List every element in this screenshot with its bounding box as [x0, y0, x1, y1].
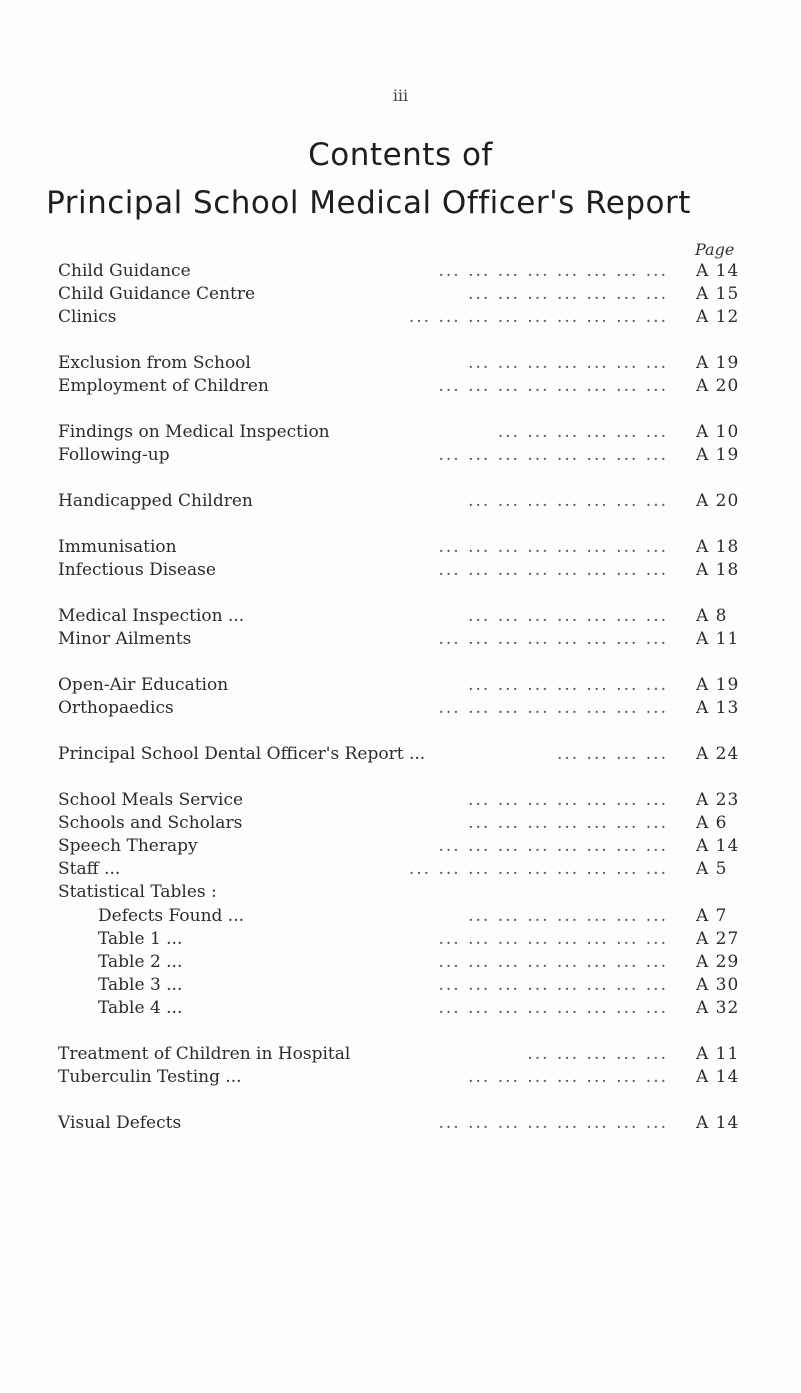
leader-dots: ... ... ... ... ... ... ...: [468, 491, 668, 511]
entry-label: Infectious Disease: [58, 560, 216, 580]
entry-label: Handicapped Children: [58, 491, 253, 511]
entry-page: A 14: [696, 1113, 740, 1133]
title-line-2: Principal School Medical Officer's Report: [46, 185, 691, 221]
title-line-1: Contents of: [308, 137, 493, 173]
entry-label: Exclusion from School: [58, 353, 251, 373]
entry-label: Minor Ailments: [58, 629, 192, 649]
entry-label: Principal School Dental Officer's Report ...: [58, 744, 426, 764]
leader-dots: ... ... ... ... ... ... ...: [468, 790, 668, 810]
toc-entry: [58, 536, 738, 558]
leader-dots: ... ... ... ... ... ... ... ...: [438, 975, 668, 995]
entry-page: A 27: [696, 929, 740, 949]
entry-page: A 13: [696, 698, 740, 718]
toc-entry: [58, 444, 738, 466]
toc-entry: [58, 628, 738, 650]
entry-page: A 19: [696, 675, 740, 695]
entry-page: A 10: [696, 422, 740, 442]
entry-page: A 19: [696, 353, 740, 373]
leader-dots: ... ... ... ... ... ... ... ...: [438, 376, 668, 396]
entry-page: A 7: [696, 906, 728, 926]
leader-dots: ... ... ... ... ... ... ...: [468, 353, 668, 373]
entry-page: A 11: [696, 629, 740, 649]
entry-label: Tuberculin Testing ...: [58, 1067, 242, 1087]
leader-dots: ... ... ... ... ... ... ...: [468, 284, 668, 304]
entry-label: Visual Defects: [58, 1113, 182, 1133]
toc-entry: [58, 858, 738, 880]
entry-label: Child Guidance Centre: [58, 284, 256, 304]
toc-entry: [58, 260, 738, 282]
toc-subentry: [58, 997, 738, 1019]
leader-dots: ... ... ... ... ... ... ... ...: [438, 629, 668, 649]
toc-entry: [58, 789, 738, 811]
leader-dots: ... ... ... ... ... ... ... ...: [438, 1113, 668, 1133]
entry-page: A 20: [696, 491, 740, 511]
entry-page: A 32: [696, 998, 740, 1018]
entry-page: A 30: [696, 975, 740, 995]
leader-dots: ... ... ... ... ... ... ...: [468, 1067, 668, 1087]
entry-label: Employment of Children: [58, 376, 269, 396]
leader-dots: ... ... ... ... ... ... ... ...: [438, 952, 668, 972]
entry-page: A 20: [696, 376, 740, 396]
entry-label: Table 2 ...: [98, 952, 183, 972]
entry-label: Speech Therapy: [58, 836, 198, 856]
entry-page: A 29: [696, 952, 740, 972]
toc-entry: [58, 490, 738, 512]
entry-label: Schools and Scholars: [58, 813, 243, 833]
leader-dots: ... ... ... ... ... ... ... ... ...: [408, 307, 668, 327]
toc-entry: [58, 1112, 738, 1134]
entry-page: A 15: [696, 284, 740, 304]
toc-entry: [58, 743, 738, 765]
leader-dots: ... ... ... ... ... ... ... ...: [438, 998, 668, 1018]
leader-dots: ... ... ... ... ...: [527, 1044, 668, 1064]
leader-dots: ... ... ... ... ... ... ... ...: [438, 929, 668, 949]
leader-dots: ... ... ... ... ... ... ...: [468, 606, 668, 626]
entry-label: School Meals Service: [58, 790, 244, 810]
entry-page: A 24: [696, 744, 740, 764]
leader-dots: ... ... ... ... ... ... ... ...: [438, 560, 668, 580]
leader-dots: ... ... ... ... ... ... ... ...: [438, 445, 668, 465]
toc-entry-group-heading: [58, 881, 738, 903]
toc-entry: [58, 1043, 738, 1065]
entry-page: A 14: [696, 1067, 740, 1087]
entry-label: Table 4 ...: [98, 998, 183, 1018]
entry-page: A 19: [696, 445, 740, 465]
toc-subentry: [58, 974, 738, 996]
entry-label: Immunisation: [58, 537, 177, 557]
toc-entry: [58, 674, 738, 696]
toc-entry: [58, 835, 738, 857]
leader-dots: ... ... ... ... ... ... ... ...: [438, 537, 668, 557]
leader-dots: ... ... ... ... ... ... ... ...: [438, 836, 668, 856]
entry-label: Staff ...: [58, 859, 121, 879]
toc-subentry: [58, 951, 738, 973]
entry-label: Table 1 ...: [98, 929, 183, 949]
entry-label: Medical Inspection ...: [58, 606, 245, 626]
leader-dots: ... ... ... ...: [556, 744, 668, 764]
entry-label: Open-Air Education: [58, 675, 229, 695]
entry-page: A 23: [696, 790, 740, 810]
entry-page: A 18: [696, 537, 740, 557]
entry-label: Table 3 ...: [98, 975, 183, 995]
entry-page: A 8: [696, 606, 728, 626]
entry-page: A 18: [696, 560, 740, 580]
toc-entry: [58, 1066, 738, 1088]
toc-entry: [58, 306, 738, 328]
toc-entry: [58, 352, 738, 374]
entry-label: Following-up: [58, 445, 170, 465]
page-column-heading: Page: [695, 240, 735, 259]
entry-page: A 6: [696, 813, 728, 833]
entry-label: Defects Found ...: [98, 906, 245, 926]
entry-page: A 14: [696, 836, 740, 856]
leader-dots: ... ... ... ... ... ...: [497, 422, 668, 442]
entry-label: Findings on Medical Inspection: [58, 422, 330, 442]
leader-dots: ... ... ... ... ... ... ...: [468, 906, 668, 926]
toc-entry: [58, 605, 738, 627]
entry-label: Child Guidance: [58, 261, 191, 281]
entry-label: Clinics: [58, 307, 117, 327]
entry-page: A 11: [696, 1044, 740, 1064]
toc-entry: [58, 283, 738, 305]
entry-label: Statistical Tables :: [58, 882, 217, 902]
toc-entry: [58, 421, 738, 443]
page-number: iii: [392, 86, 409, 105]
leader-dots: ... ... ... ... ... ... ... ...: [438, 261, 668, 281]
leader-dots: ... ... ... ... ... ... ... ...: [438, 698, 668, 718]
entry-page: A 14: [696, 261, 740, 281]
leader-dots: ... ... ... ... ... ... ...: [468, 813, 668, 833]
entry-label: Orthopaedics: [58, 698, 174, 718]
toc-entry: [58, 812, 738, 834]
toc-entry: [58, 559, 738, 581]
toc-subentry: [58, 928, 738, 950]
leader-dots: ... ... ... ... ... ... ...: [468, 675, 668, 695]
entry-page: A 5: [696, 859, 728, 879]
toc-entry: [58, 375, 738, 397]
entry-label: Treatment of Children in Hospital: [58, 1044, 351, 1064]
leader-dots: ... ... ... ... ... ... ... ... ...: [408, 859, 668, 879]
entry-page: A 12: [696, 307, 740, 327]
toc-subentry: [58, 905, 738, 927]
toc-entry: [58, 697, 738, 719]
